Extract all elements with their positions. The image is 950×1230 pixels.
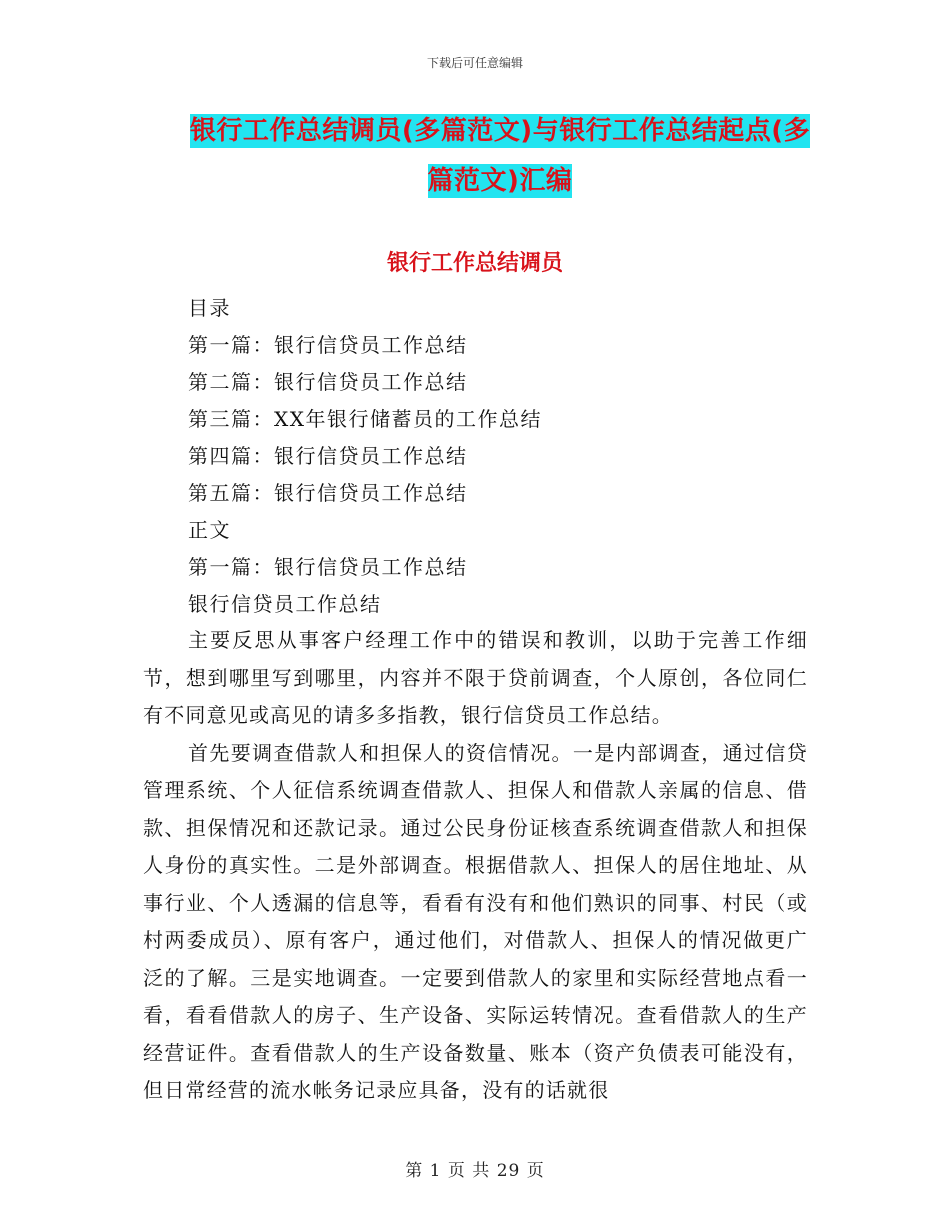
body-heading: 正文: [188, 518, 231, 542]
table-of-contents: [188, 290, 542, 623]
chapter-subtitle: 银行信贷员工作总结: [188, 592, 382, 616]
toc-item: 第三篇：XX年银行储蓄员的工作总结: [188, 407, 542, 431]
toc-heading: 目录: [188, 296, 231, 320]
chapter-heading: 第一篇：银行信贷员工作总结: [188, 555, 468, 579]
header-note: 下载后可任意编辑: [426, 56, 523, 70]
document-title-line2: 篇范文)汇编: [427, 166, 573, 196]
toc-item: 第四篇：银行信贷员工作总结: [188, 444, 468, 468]
paragraph: 首先要调查借款人和担保人的资信情况。一是内部调查，通过信贷管理系统、个人征信系统调查借款人、担保人和借款人亲属的信息、借款、担保情况和还款记录。通过公民身份证核查系统调查借款人和担保人身份的真实性。二是外部调查。根据借款人、担保人的居住地址、从事行业、个人透漏的信息等，看看有没有和他们熟识的同事、村民（或村两委成员）、原有客户，通过他们，对借款人、担保人的情况做更广泛的了解。三是实地调查。一定要到借款人的家里和实际经营地点看一看，看看借款人的房子、生产设备、实际运转情况。查看借款人的生产经营证件。查看借款人的生产设备数量、账本（资产负债表可能没有，但日常经营的流水帐务记录应具备，没有的话就很: [143, 740, 808, 1102]
section-title: 银行工作总结调员: [386, 251, 563, 276]
page-footer: 第 1 页 共 29 页: [405, 1161, 545, 1181]
toc-item: 第一篇：银行信贷员工作总结: [188, 333, 468, 357]
toc-item: 第五篇：银行信贷员工作总结: [188, 481, 468, 505]
document-title: [185, 106, 815, 206]
body-text: [143, 622, 808, 1110]
document-title-line1: 银行工作总结调员(多篇范文)与银行工作总结起点(多: [189, 116, 811, 146]
toc-item: 第二篇：银行信贷员工作总结: [188, 370, 468, 394]
paragraph: 主要反思从事客户经理工作中的错误和教训，以助于完善工作细节，想到哪里写到哪里，内容并不限于贷前调查，个人原创，各位同仁有不同意见或高见的请多多指教，银行信贷员工作总结。: [143, 628, 808, 727]
